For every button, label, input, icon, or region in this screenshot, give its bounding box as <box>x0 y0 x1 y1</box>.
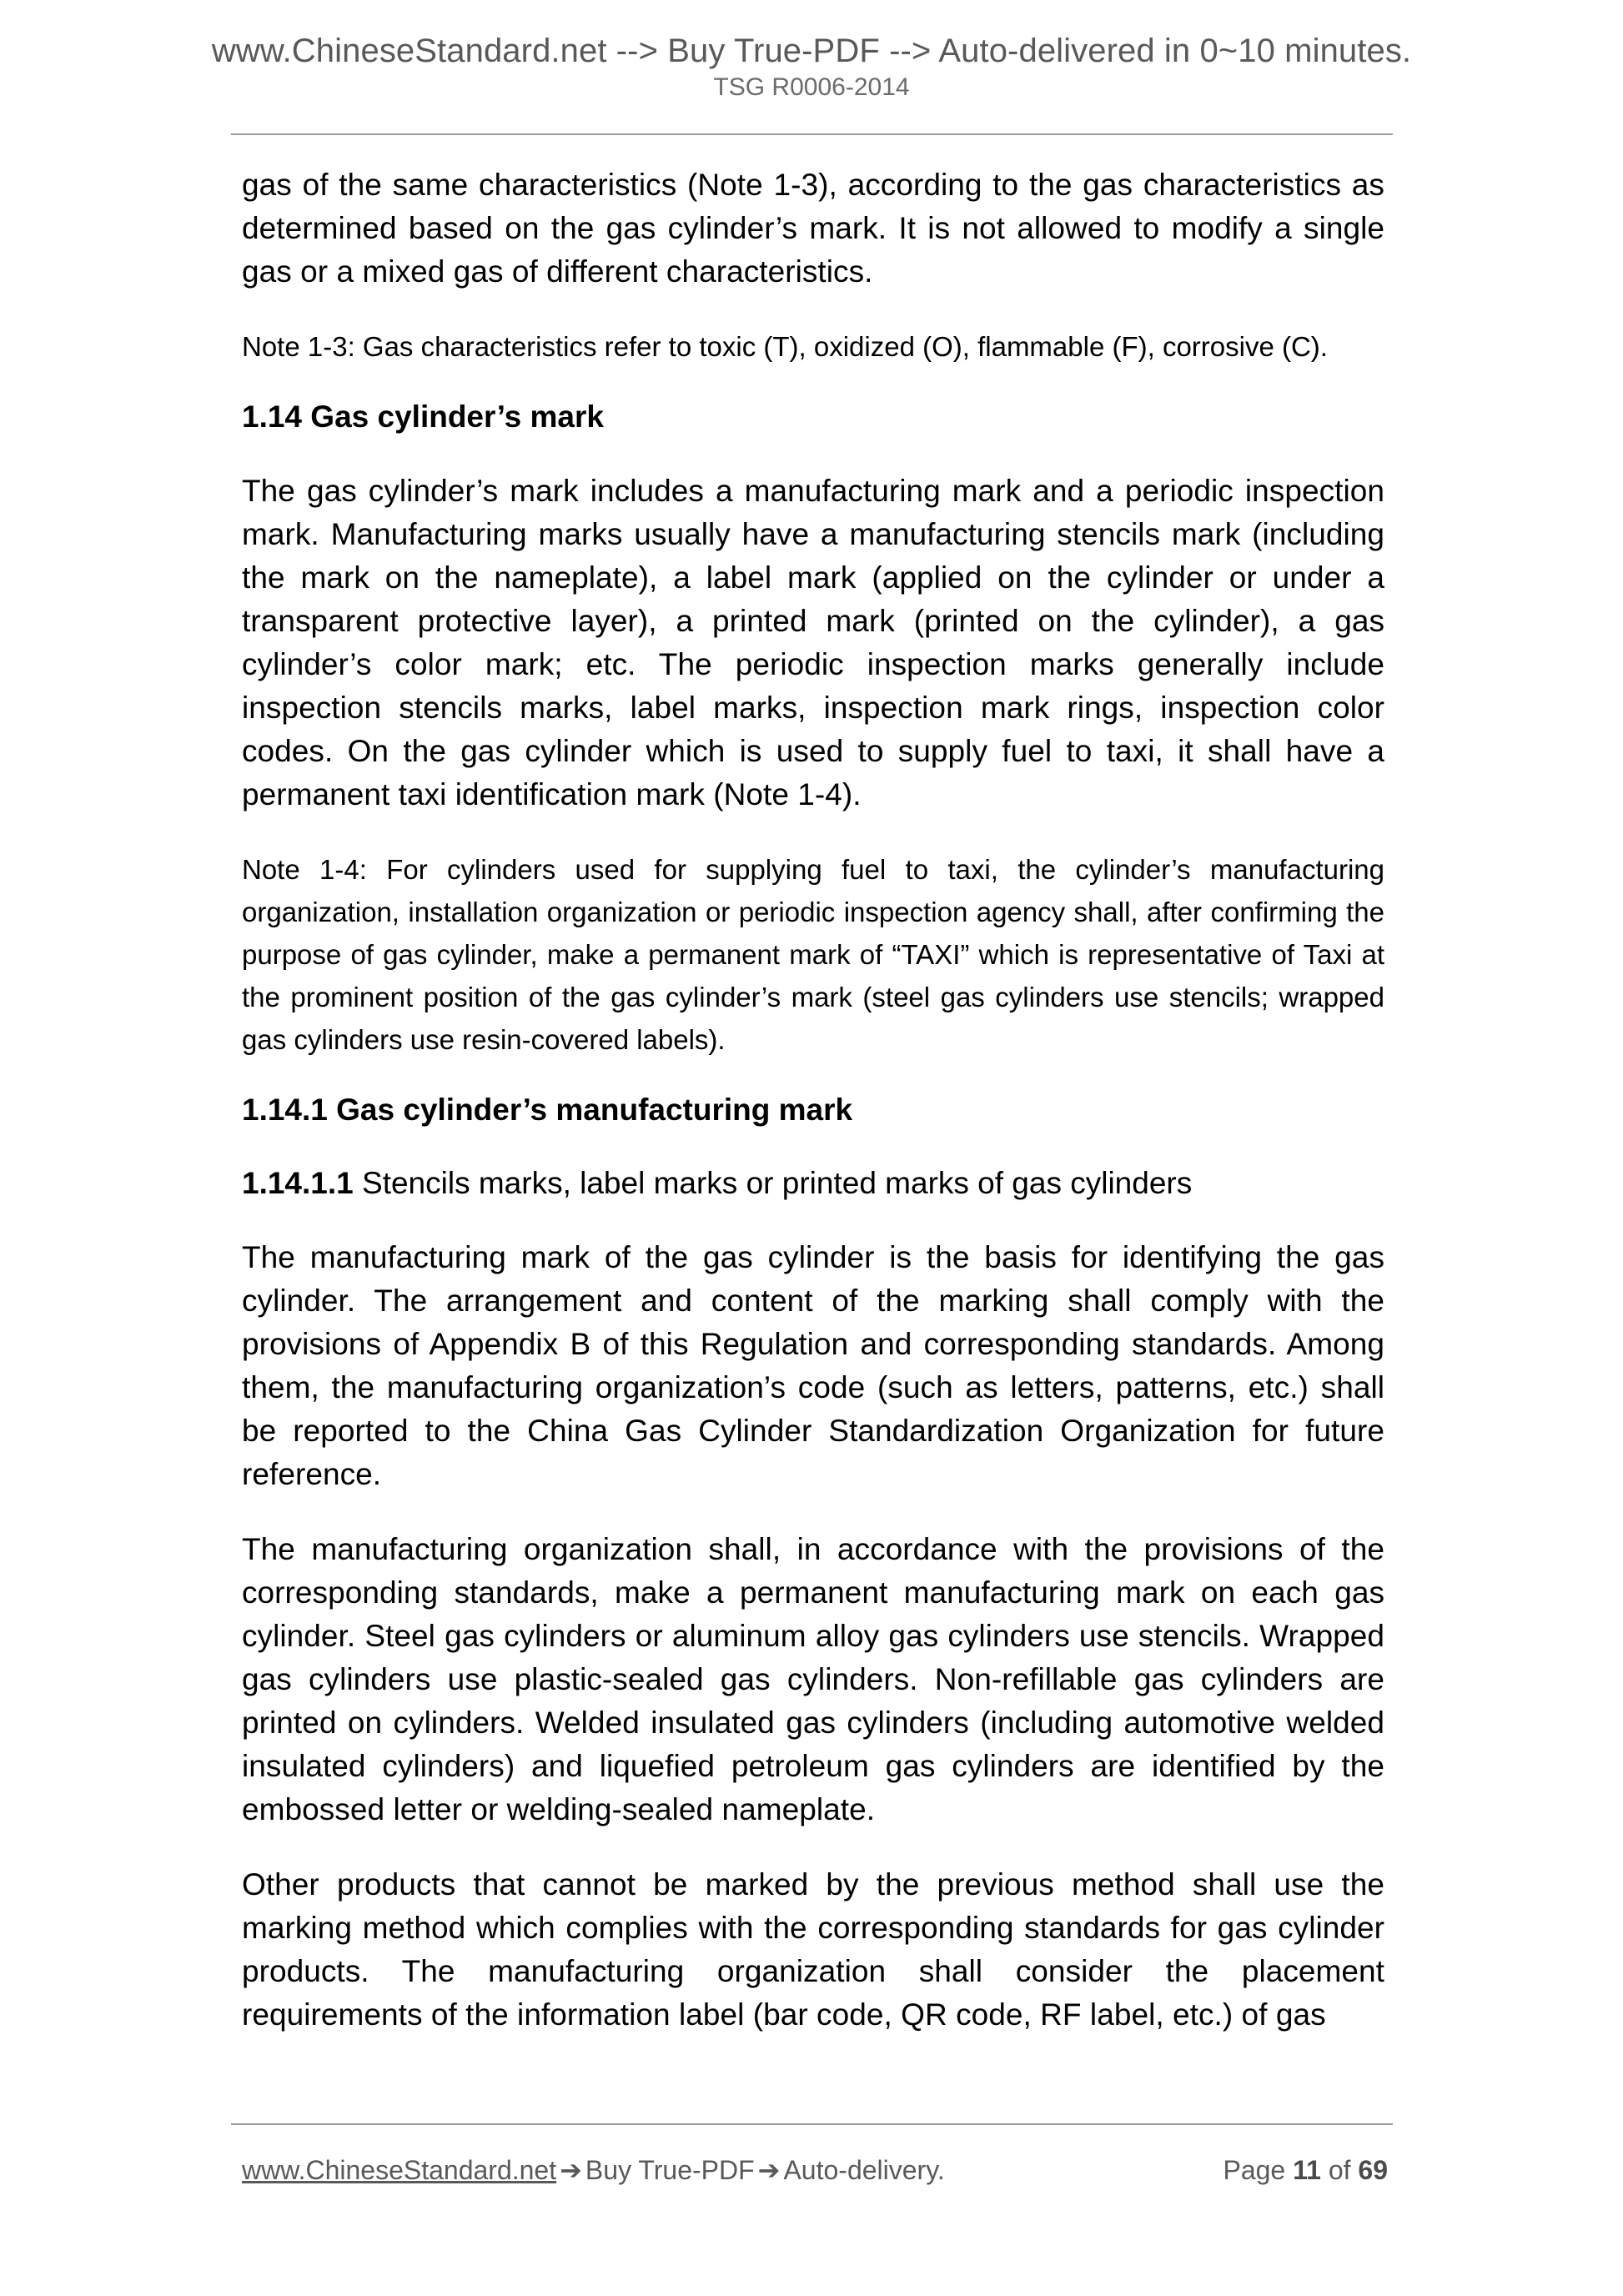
total-page-count: 69 <box>1358 2155 1388 2185</box>
paragraph-continued-gas-characteristics: gas of the same characteristics (Note 1-3), according to the gas characteristics as determined based on the gas cylinder’s mark. It is not allowed to modify a single gas or a mixed gas of different characteristics. <box>242 168 1384 289</box>
clause-1-14-1-1 <box>242 1163 1384 1204</box>
of-word-label: of <box>1328 2155 1351 2185</box>
clause-title: Stencils marks, label marks or printed marks of gas cylinders <box>353 1166 1193 1200</box>
note-1-3: Note 1-3: Gas characteristics refer to toxic (T), oxidized (O), flammable (F), corrosive (C). <box>242 331 1328 362</box>
paragraph-manufacturing-mark-basis: The manufacturing mark of the gas cylinder is the basis for identifying the gas cylinder. The arrangement and content of the marking shall comply with the provisions of Appendix B of this Regulation and corresponding standards. Among them, the manufacturing organization’s code (such as letters, patterns, etc.) shall be reported to the China Gas Cylinder Standardization Organization for future reference. <box>242 1240 1384 1491</box>
footer-promo-line <box>242 2145 945 2195</box>
heading-1-14-gas-cylinders-mark: 1.14 Gas cylinder’s mark <box>242 399 604 434</box>
standard-code-label: TSG R0006-2014 <box>713 73 910 102</box>
paragraph-gas-cylinder-mark-overview: The gas cylinder’s mark includes a manufacturing mark and a periodic inspection mark. Manufacturing marks usually have a manufacturing stencils mark (including the mark on the nameplate), a label mark (applied on the cylinder or under a transparent protective layer), a printed mark (printed on the cylinder), a gas cylinder’s color mark; etc. The periodic inspection marks generally include inspection stencils marks, label marks, inspection mark rings, inspection color codes. On the gas cylinder which is used to supply fuel to taxi, it shall have a permanent taxi identification mark (Note 1-4). <box>242 474 1384 811</box>
document-body <box>242 163 1384 2037</box>
arrow-right-icon-2: ➔ <box>757 2155 781 2185</box>
heading-1-14-1-manufacturing-mark: 1.14.1 Gas cylinder’s manufacturing mark <box>242 1093 853 1127</box>
paragraph-other-products-marking: Other products that cannot be marked by the previous method shall use the marking method which complies with the corresponding standards for gas cylinder products. The manufacturing organization shall consider the placement requirements of the information label (bar code, QR code, RF label, etc.) of gas <box>242 1867 1384 2032</box>
current-page-number: 11 <box>1293 2155 1321 2185</box>
footer-buy-label: Buy True-PDF <box>585 2155 755 2185</box>
footer-site-link[interactable]: www.ChineseStandard.net <box>242 2155 557 2185</box>
footer-delivery-label: Auto-delivery. <box>783 2155 945 2185</box>
page-number-indicator <box>1223 2145 1388 2195</box>
header-divider-rule <box>231 133 1393 135</box>
note-1-4: Note 1-4: For cylinders used for supplying fuel to taxi, the cylinder’s manufacturing organization, installation organization or periodic inspection agency shall, after confirming the purpose of gas cylinder, make a permanent mark of “TAXI” which is representative of Taxi at the prominent position of the gas cylinder’s mark (steel gas cylinders use stencils; wrapped gas cylinders use resin-covered labels). <box>242 854 1384 1055</box>
paragraph-permanent-manufacturing-mark: The manufacturing organization shall, in accordance with the provisions of the corresponding standards, make a permanent manufacturing mark on each gas cylinder. Steel gas cylinders or aluminum alloy gas cylinders use stencils. Wrapped gas cylinders use plastic-sealed gas cylinders. Non-refillable gas cylinders are printed on cylinders. Welded insulated gas cylinders (including automotive welded insulated cylinders) and liquefied petroleum gas cylinders are identified by the embossed letter or welding-sealed nameplate. <box>242 1532 1384 1826</box>
clause-number: 1.14.1.1 <box>242 1166 354 1200</box>
page-word-label: Page <box>1223 2155 1286 2185</box>
arrow-right-icon-1: ➔ <box>560 2155 582 2185</box>
footer-divider-rule <box>231 2123 1393 2125</box>
promo-banner-text: www.ChineseStandard.net --> Buy True-PDF --> Auto-delivered in 0~10 minutes. <box>211 33 1412 69</box>
page-footer <box>242 2145 1393 2195</box>
page-header <box>0 32 1623 103</box>
